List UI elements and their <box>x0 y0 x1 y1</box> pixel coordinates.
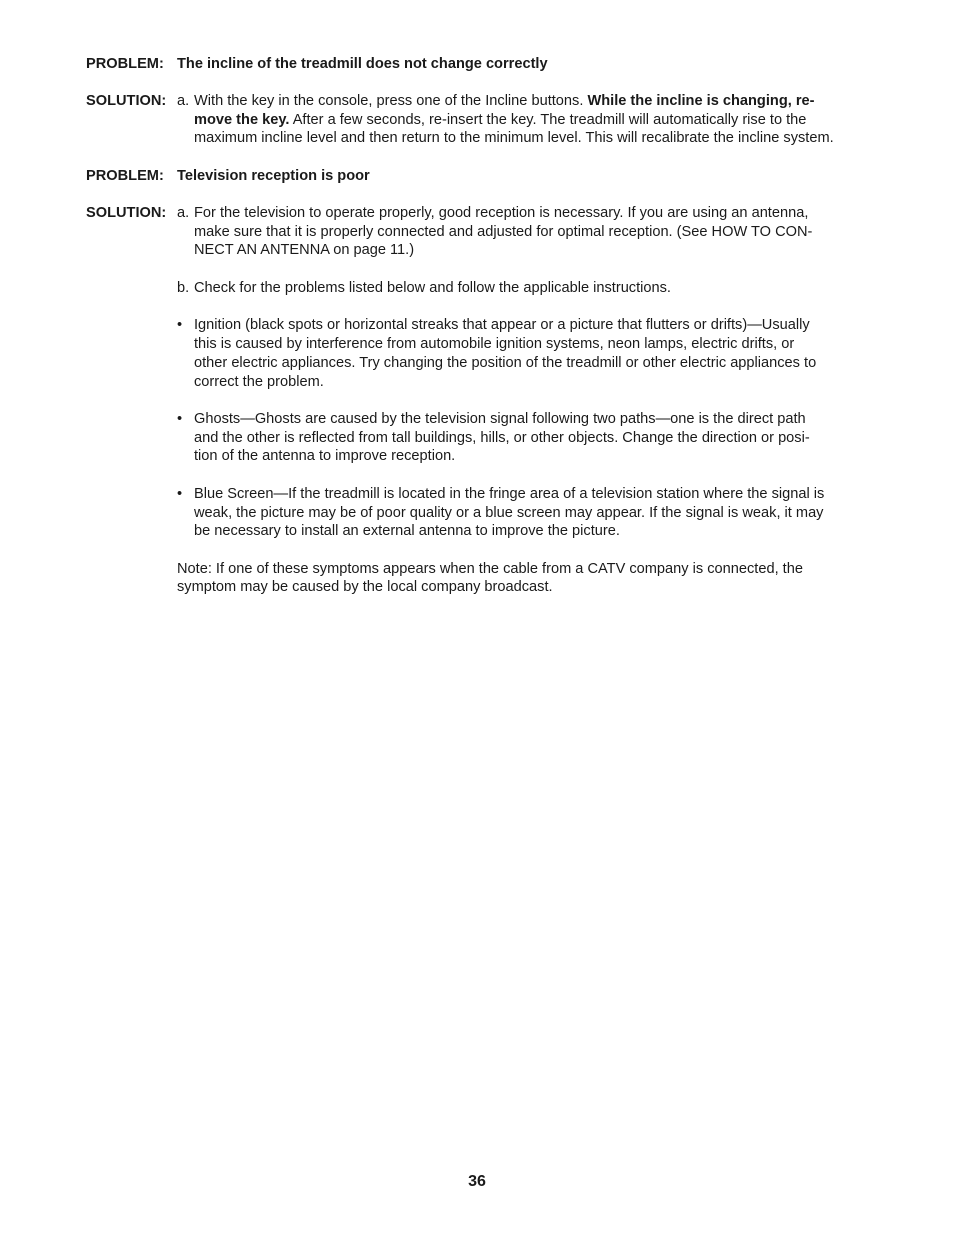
problem-title: The incline of the treadmill does not change correctly <box>177 56 548 72</box>
bullet-line: correct the problem. <box>194 374 324 390</box>
bullet: • <box>177 317 183 333</box>
bullet-line: other electric appliances. Try changing the position of the treadmill or other electric appliances to <box>194 355 817 371</box>
page-number: 36 <box>468 1173 486 1190</box>
note-line: symptom may be caused by the local company broadcast. <box>177 579 553 595</box>
solution-label: SOLUTION: <box>86 205 167 221</box>
problem-label: PROBLEM: <box>86 56 164 72</box>
bullet-line: this is caused by interference from automobile ignition systems, neon lamps, electric drifts, or <box>194 336 795 352</box>
item-marker-a: a. <box>177 93 190 109</box>
bullet-line: Ghosts—Ghosts are caused by the television signal following two paths—one is the direct path <box>194 411 806 427</box>
item-marker-a: a. <box>177 205 190 221</box>
solution-line: Check for the problems listed below and follow the applicable instructions. <box>194 280 671 296</box>
solution-line: With the key in the console, press one of the Incline buttons. While the incline is changing, re- <box>194 93 815 109</box>
solution-label: SOLUTION: <box>86 93 167 109</box>
solution-line: make sure that it is properly connected and adjusted for optimal reception. (See HOW TO CON- <box>194 224 813 240</box>
bullet-line: Ignition (black spots or horizontal streaks that appear or a picture that flutters or drifts)—Usually <box>194 317 810 333</box>
solution-line: For the television to operate properly, good reception is necessary. If you are using an antenna, <box>194 205 809 221</box>
bullet-line: and the other is reflected from tall buildings, hills, or other objects. Change the direction or posi- <box>194 430 810 446</box>
solution-line: maximum incline level and then return to the minimum level. This will recalibrate the incline system. <box>194 130 834 146</box>
item-marker-b: b. <box>177 280 190 296</box>
bullet: • <box>177 411 183 427</box>
solution-line: NECT AN ANTENNA on page 11.) <box>194 242 415 258</box>
bullet-line: weak, the picture may be of poor quality or a blue screen may appear. If the signal is weak, it may <box>194 505 824 521</box>
bullet-line: tion of the antenna to improve reception. <box>194 448 456 464</box>
bullet: • <box>177 486 183 502</box>
bullet-line: be necessary to install an external antenna to improve the picture. <box>194 523 620 539</box>
problem-label: PROBLEM: <box>86 168 164 184</box>
problem-title: Television reception is poor <box>177 168 370 184</box>
solution-line: move the key. After a few seconds, re-insert the key. The treadmill will automatically rise to the <box>194 112 807 128</box>
note-line: Note: If one of these symptoms appears when the cable from a CATV company is connected, the <box>177 561 803 577</box>
bullet-line: Blue Screen—If the treadmill is located in the fringe area of a television station where the signal is <box>194 486 825 502</box>
